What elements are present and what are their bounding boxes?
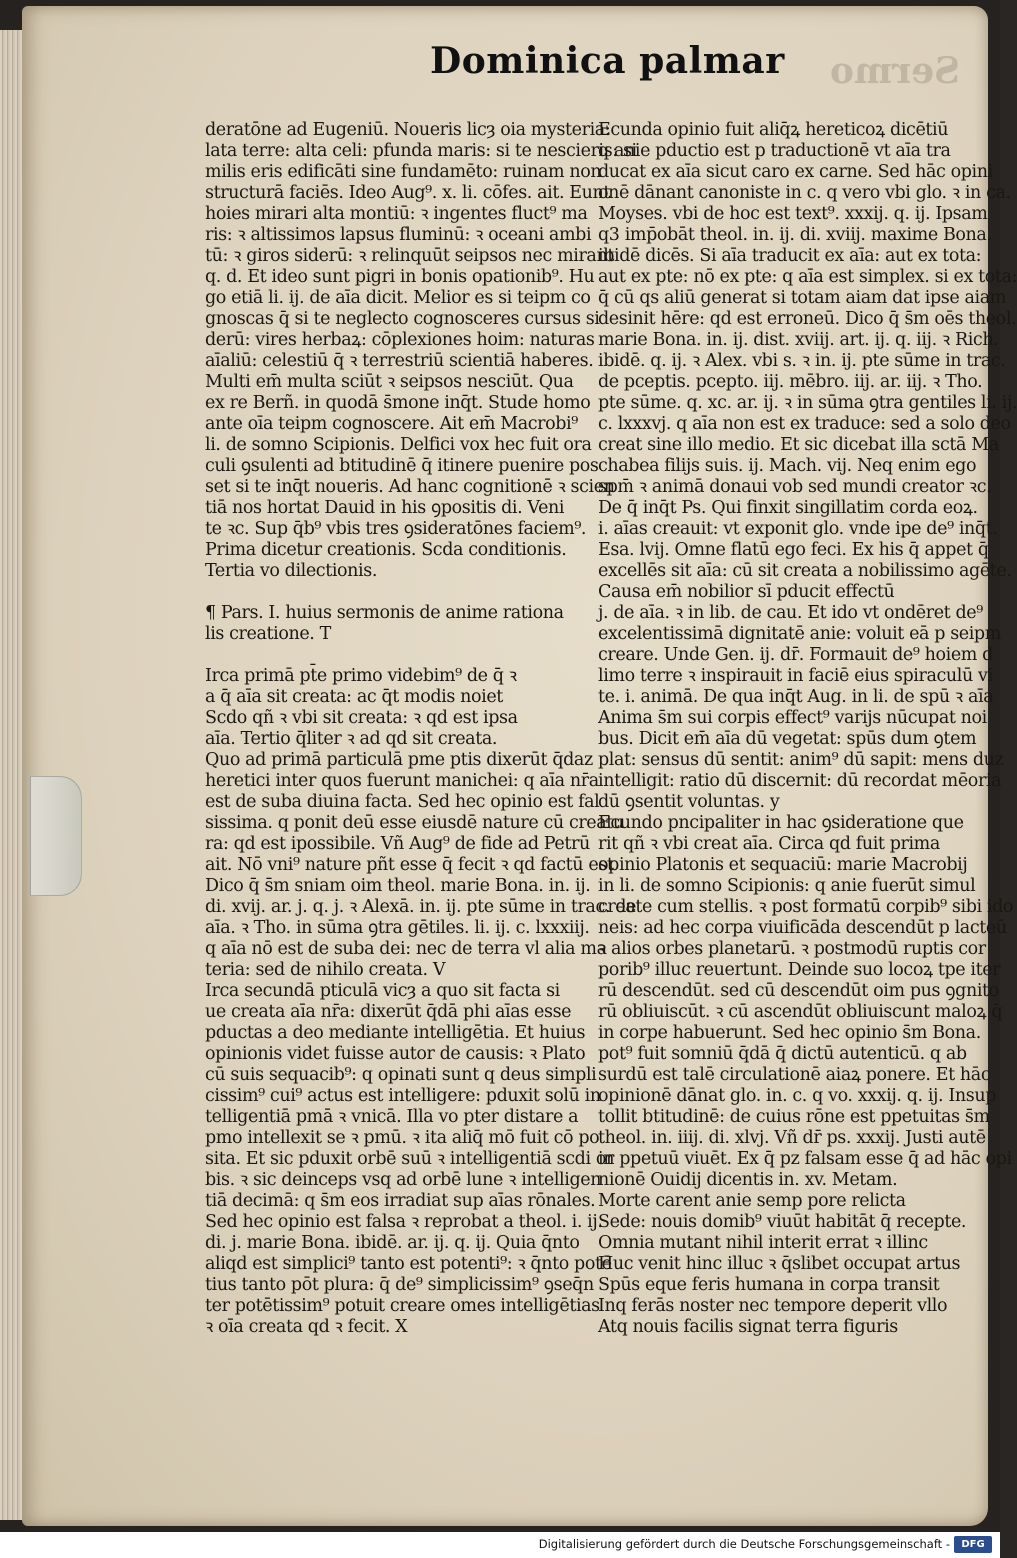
text-line — [205, 645, 583, 666]
text-line: aīa. Tertio q̄liter ꝛ ad qd sit creata. — [205, 729, 498, 749]
text-line: hoies mirari alta montiū: ꝛ ingentes fluct⁹ ma — [205, 204, 588, 224]
text-line: aīaliū: celestiū q̄ ꝛ terrestriū scientiā haberes. — [205, 351, 594, 371]
text-line: Multi em̄ multa sciūt ꝛ seipsos nesciūt. Qua — [205, 372, 574, 392]
text-line: derū: vires herbaꝝ: cōplexiones hoim: naturas — [205, 330, 595, 350]
text-line: rū descendūt. sed cū descendūt oim pus ꝯgnito — [598, 981, 999, 1001]
text-line: theol. in. iiij. di. xlvj. Vñ dr̄ ps. xxxij. Justi autē — [598, 1128, 986, 1148]
text-line: telligentiā pmā ꝛ vnicā. Illa vo pter distare a — [205, 1107, 579, 1127]
text-line: Irca primā pt̄e primo videbim⁹ de q̄ ꝛ — [205, 666, 517, 686]
text-line: aliqd est simplici⁹ tanto est potenti⁹: ꝛ q̄nto potē — [205, 1254, 612, 1274]
text-line: neis: ad hec corpa viuificāda descendūt p lacteū — [598, 918, 1007, 938]
text-line: dū ꝯsentit voluntas. y — [598, 792, 780, 812]
text-line: di. xvij. ar. j. q. j. ꝛ Alexā. in. ij. pte sūme in trac. de — [205, 897, 636, 917]
text-line: pte sūme. q. xc. ar. ij. ꝛ in sūma ꝯtra gentiles li. ij. — [598, 393, 1017, 413]
text-line: sissima. q ponit deū esse eiusdē nature cū creatu — [205, 813, 624, 833]
text-line: culi ꝯsulenti ad btitudinē q̄ itinere puenire pos — [205, 456, 599, 476]
text-line: surdū est talē circulationē aiaꝝ ponere. Et hāc — [598, 1065, 991, 1085]
text-line — [205, 582, 583, 603]
text-line: set si te inq̄t noueris. Ad hanc cognitionē ꝛ scien — [205, 477, 615, 497]
text-line: tiā nos hortat Dauid in his ꝯpositis di. Veni — [205, 498, 565, 518]
text-line: Huc venit hinc illuc ꝛ q̄slibet occupat artus — [598, 1254, 961, 1274]
text-line: Sede: nouis domib⁹ viuūt habitāt q̄ recepte. — [598, 1212, 967, 1232]
text-line: ante oīa teipm cognoscere. Ait em̄ Macrobi⁹ — [205, 414, 578, 434]
text-line: limo terre ꝛ inspirauit in faciē eius spiraculū vi — [598, 666, 993, 686]
text-line: cū suis sequacib⁹: q opinati sunt q deus simpli — [205, 1065, 597, 1085]
text-line: ibidē. q. ij. ꝛ Alex. vbi s. ꝛ in. ij. pte sūme in trac. — [598, 351, 1006, 371]
text-line: Inq ferās noster nec tempore deperit vllo — [598, 1296, 948, 1316]
text-line: Ecunda opinio fuit aliq̄ꝝ hereticoꝝ dicētiū — [598, 120, 949, 140]
text-line: rit qñ ꝛ vbi creat aīa. Circa qd fuit prima — [598, 834, 940, 854]
text-line: ¶ Pars. I. huius sermonis de anime rationa — [205, 603, 564, 623]
text-line: pductas a deo mediante intelligētia. Et huius — [205, 1023, 586, 1043]
footer-credit: Digitalisierung gefördert durch die Deutsche Forschungsgemeinschaft - — [538, 1537, 950, 1551]
text-line: in ppetuū viuēt. Ex q̄ pz falsam esse q̄ ad hāc opi — [598, 1149, 1012, 1169]
text-line: ibidē dicēs. Si aīa traducit ex aīa: aut ex tota: — [598, 246, 982, 266]
text-line: opinionē dānat glo. in. c. q vo. xxxij. q. ij. Insup — [598, 1086, 997, 1106]
text-line: aīa. ꝛ Tho. in sūma ꝯtra gētiles. li. ij. c. lxxxiij. — [205, 918, 590, 938]
text-line: tū: ꝛ giros siderū: ꝛ relinquūt seipsos nec mirant — [205, 246, 614, 266]
text-line: opinio Platonis et sequaciū: marie Macrobij — [598, 855, 968, 875]
text-line: bus. Dicit em̄ aīa dū vegetat: spūs dum ꝯtem — [598, 729, 977, 749]
text-line: Morte carent anie semp pore relicta — [598, 1191, 906, 1211]
text-line: opinionis videt fuisse autor de causis: ꝛ Plato — [205, 1044, 586, 1064]
text-line: onē dānant canoniste in c. q vero vbi glo. ꝛ in ca. — [598, 183, 1011, 203]
text-line: Esa. lvij. Omne flatū ego feci. Ex his q̄ appet q̄ — [598, 540, 989, 560]
text-line: ris: ꝛ altissimos lapsus fluminū: ꝛ oceani ambi — [205, 225, 592, 245]
text-line: Dico q̄ s̄m sniam oim theol. marie Bona. in. ij. — [205, 876, 591, 896]
text-line: li. de somno Scipionis. Delfici vox hec fuit ora — [205, 435, 592, 455]
text-line: ra: qd est ipossibile. Vñ Aug⁹ de fide ad Petrū — [205, 834, 590, 854]
text-line: milis eris edificāti sine fundamēto: ruinam non — [205, 162, 602, 182]
text-line: te. i. animā. De qua inq̄t Aug. in li. de spū ꝛ aīa — [598, 687, 994, 707]
text-line: j. de aīa. ꝛ in lib. de cau. Et ido vt ondēret de⁹ — [598, 603, 983, 623]
text-line: go etiā li. ij. de aīa dicit. Melior es si teipm co — [205, 288, 591, 308]
text-line: plat: sensus dū sentit: anim⁹ dū sapit: mens duz — [598, 750, 1004, 770]
text-line: in li. de somno Scipionis: q anie fuerūt simul — [598, 876, 976, 896]
text-line: chabea filijs suis. ij. Mach. vij. Neq enim ego — [598, 456, 977, 476]
text-line: pot⁹ fuit somniū q̄dā q̄ dictū autenticū. q ab — [598, 1044, 967, 1064]
text-line: Scdo qñ ꝛ vbi sit creata: ꝛ qd est ipsa — [205, 708, 518, 728]
text-line: q3 imp̄obāt theol. in. ij. di. xviij. maxime Bona. — [598, 225, 992, 245]
text-line: te ꝛc. Sup q̄b⁹ vbis tres ꝯsideratōnes faciem⁹. — [205, 519, 587, 539]
text-line: Causa em̄ nobilior sī pducit effectū — [598, 582, 895, 602]
text-line: Anima s̄m sui corpis effect⁹ varijs nūcupat noi — [598, 708, 987, 728]
text-line: q aīa nō est de suba dei: nec de terra vl alia ma — [205, 939, 607, 959]
text-line: Quo ad primā particulā pme ptis dixerūt q̄daz — [205, 750, 593, 770]
text-line: deratōne ad Eugeniū. Noueris licȝ oia mysteria: — [205, 120, 611, 140]
text-line: gnoscas q̄ si te neglecto cognosceres cursus si — [205, 309, 600, 329]
text-line: Ecundo pncipaliter in hac ꝯsideratione que — [598, 813, 964, 833]
text-line: q. d. Et ideo sunt pigri in bonis opationib⁹. Hu — [205, 267, 595, 287]
text-line: di. j. marie Bona. ibidē. ar. ij. q. ij. Quia q̄nto — [205, 1233, 580, 1253]
text-line: tiā decimā: q s̄m eos irradiat sup aīas rōnales. — [205, 1191, 596, 1211]
text-line: de pceptis. pcepto. iij. mēbro. iij. ar. iij. ꝛ Tho. — [598, 372, 983, 392]
text-line: pmo intellexit se ꝛ pmū. ꝛ ita aliq̄ mō fuit cō po — [205, 1128, 600, 1148]
text-line: est de suba diuina facta. Sed hec opinio est fal — [205, 792, 600, 812]
left-column — [205, 120, 637, 1338]
text-line: Prima dicetur creationis. Scda conditionis. — [205, 540, 567, 560]
bleedthrough-text: Sermo — [830, 50, 960, 92]
text-line: Atq nouis facilis signat terra figuris — [598, 1317, 898, 1337]
text-line: Moyses. vbi de hoc est text⁹. xxxij. q. ij. Ipsam — [598, 204, 988, 224]
text-line: Sed hec opinio est falsa ꝛ reprobat a theol. i. ij. — [205, 1212, 603, 1232]
text-line: ꝛ alios orbes planetarū. ꝛ postmodū ruptis cor — [598, 939, 986, 959]
right-column — [598, 120, 1017, 1338]
footer-bar — [0, 1532, 1000, 1558]
text-line: creat sine illo medio. Et sic dicebat illa sctā Ma — [598, 435, 999, 455]
text-line: create cum stellis. ꝛ post formatū corpib⁹ sibi ido — [598, 897, 1014, 917]
text-line: tius tanto pōt plura: q̄ de⁹ simplicissim⁹ ꝯseq̄n — [205, 1275, 594, 1295]
text-line: ter potētissim⁹ potuit creare omes intelligētias — [205, 1296, 600, 1316]
dfg-logo-icon: DFG — [954, 1536, 992, 1553]
text-line: bis. ꝛ sic deinceps vsq ad orbē lune ꝛ intelligen — [205, 1170, 602, 1190]
text-line: structurā faciēs. Ideo Aug⁹. x. li. cōfes. ait. Eunt — [205, 183, 611, 203]
text-line: Omnia mutant nihil interit errat ꝛ illinc — [598, 1233, 928, 1253]
text-line: desinit hēre: qd est erroneū. Dico q̄ s̄m oēs theol. — [598, 309, 1017, 329]
text-line: ꝛ oīa creata qd ꝛ fecit. X — [205, 1317, 408, 1337]
page-clip — [30, 776, 82, 896]
text-line: lis creatione. T — [205, 624, 331, 644]
text-line: intelligit: ratio dū discernit: dū recordat mēoria — [598, 771, 1002, 791]
text-line: lata terre: alta celi: pfunda maris: si te nescieris: si — [205, 141, 637, 161]
text-line: rū obliuiscūt. ꝛ cū ascendūt obliuiscunt maloꝝ q̄ — [598, 1002, 1003, 1022]
text-line: tollit btitudinē: de cuius rōne est ppetuitas s̄m — [598, 1107, 990, 1127]
text-line: i. aīas creauit: vt exponit glo. vnde ipe de⁹ inq̄t. — [598, 519, 998, 539]
text-line: Irca secundā pticulā vicȝ a quo sit facta si — [205, 981, 560, 1001]
text-line: teria: sed de nihilo creata. V — [205, 960, 446, 980]
running-title: Dominica palmar — [430, 40, 785, 82]
text-line: excellēs sit aīa: cū sit creata a nobilissimo agēte. — [598, 561, 1012, 581]
text-line: in corpe habuerunt. Sed hec opinio s̄m Bona. — [598, 1023, 981, 1043]
text-line: ducat ex aīa sicut caro ex carne. Sed hāc opini — [598, 162, 993, 182]
text-line: spm̄ ꝛ animā donaui vob sed mundi creator ꝛc. — [598, 477, 992, 497]
text-line: porib⁹ illuc reuertunt. Deinde suo locoꝝ tpe iter — [598, 960, 1001, 980]
text-line: creare. Unde Gen. ij. dr̄. Formauit de⁹ hoiem d — [598, 645, 993, 665]
text-line: Spūs eque feris humana in corpa transit — [598, 1275, 940, 1295]
text-line: q̄ cū qs aliū generat si totam aiam dat ipse aiam — [598, 288, 1006, 308]
text-line: c. lxxxvj. q aīa non est ex traduce: sed a solo deo — [598, 414, 1011, 434]
text-line: excelentissimā dignitatē anie: voluit eā p seipm — [598, 624, 1001, 644]
text-line: heretici inter quos fuerunt manichei: q aīa nr̄a — [205, 771, 599, 791]
text-line: q anie pductio est p traductionē vt aīa tra — [598, 141, 951, 161]
text-line: marie Bona. in. ij. dist. xviij. art. ij. q. iij. ꝛ Rich. — [598, 330, 999, 350]
text-line: Tertia vo dilectionis. — [205, 561, 377, 581]
text-line: ue creata aīa nr̄a: dixerūt q̄dā phi aīas esse — [205, 1002, 572, 1022]
text-line: De q̄ inq̄t Ps. Qui finxit singillatim corda eoꝝ. — [598, 498, 978, 518]
text-line: ex re Berñ. in quodā s̄mone inq̄t. Stude homo — [205, 393, 591, 413]
text-line: cissim⁹ cui⁹ actus est intelligere: pduxit solū in — [205, 1086, 601, 1106]
text-line: nionē Ouidij dicentis in. xv. Metam. — [598, 1170, 898, 1190]
text-line: sita. Et sic pduxit orbē suū ꝛ intelligentiā scdi or — [205, 1149, 614, 1169]
text-line: ait. Nō vni⁹ nature pñt esse q̄ fecit ꝛ qd factū est — [205, 855, 614, 875]
text-line: aut ex pte: nō ex pte: q aīa est simplex. si ex tota: — [598, 267, 1017, 287]
text-line: a q̄ aīa sit creata: ac q̄t modis noiet — [205, 687, 503, 707]
